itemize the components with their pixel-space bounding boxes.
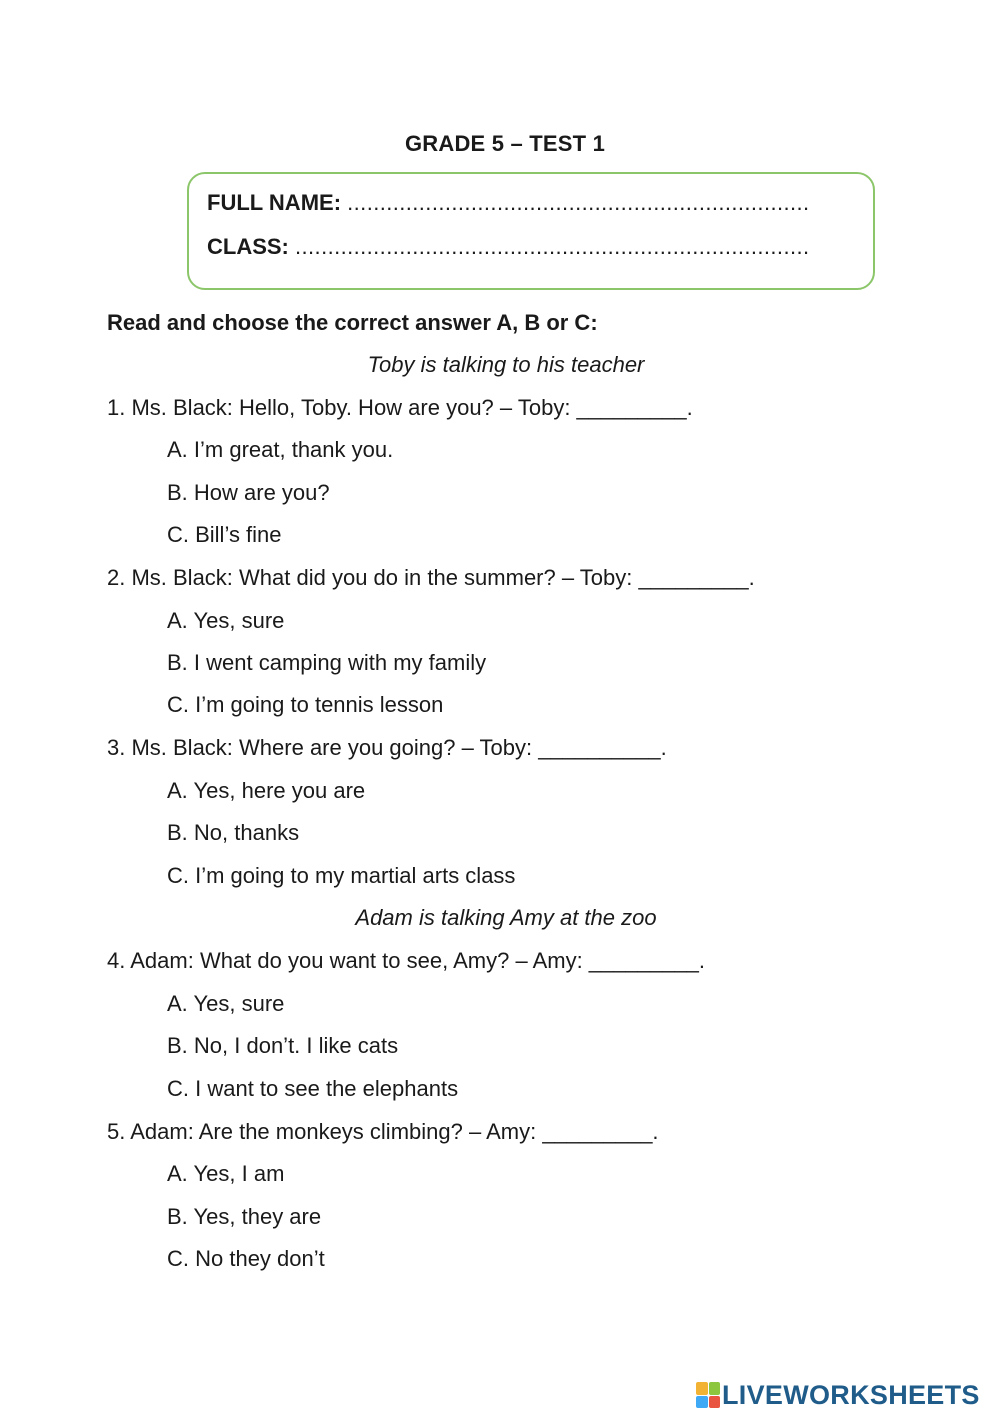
class-row — [207, 234, 810, 260]
question-2: 2. Ms. Black: What did you do in the summer? – Toby: _________. — [107, 565, 755, 590]
full-name-field[interactable]: ....................................................................... — [347, 190, 810, 215]
q1-option-b[interactable]: B. How are you? — [167, 480, 330, 505]
liveworksheets-logo[interactable] — [696, 1378, 980, 1412]
full-name-label: FULL NAME: — [207, 190, 342, 215]
student-info-box — [187, 172, 875, 290]
q3-option-b[interactable]: B. No, thanks — [167, 820, 300, 845]
class-field[interactable]: ............................................................................... — [295, 234, 810, 259]
q5-option-b[interactable]: B. Yes, they are — [167, 1204, 322, 1229]
liveworksheets-logo-icon — [696, 1382, 720, 1408]
q1-option-c[interactable]: C. Bill’s fine — [167, 522, 282, 547]
q4-option-b[interactable]: B. No, I don’t. I like cats — [167, 1033, 399, 1058]
q3-option-a[interactable]: A. Yes, here you are — [167, 778, 366, 803]
q4-option-c[interactable]: C. I want to see the elephants — [167, 1076, 459, 1101]
q5-option-a[interactable]: A. Yes, I am — [167, 1161, 285, 1186]
instruction: Read and choose the correct answer A, B or C: — [107, 310, 598, 335]
page-title: GRADE 5 – TEST 1 — [404, 131, 606, 156]
q2-option-a[interactable]: A. Yes, sure — [167, 608, 285, 633]
q5-option-c[interactable]: C. No they don’t — [167, 1246, 325, 1271]
question-3: 3. Ms. Black: Where are you going? – Toby: __________. — [107, 735, 667, 760]
full-name-row — [207, 190, 810, 216]
class-label: CLASS: — [207, 234, 289, 259]
q4-option-a[interactable]: A. Yes, sure — [167, 991, 285, 1016]
question-4: 4. Adam: What do you want to see, Amy? – Amy: _________. — [107, 948, 706, 973]
q3-option-c[interactable]: C. I’m going to my martial arts class — [167, 863, 516, 888]
scene-caption: Toby is talking to his teacher — [367, 352, 645, 377]
question-5: 5. Adam: Are the monkeys climbing? – Amy: _________. — [107, 1119, 659, 1144]
q1-option-a[interactable]: A. I’m great, thank you. — [167, 437, 394, 462]
logo-text: LIVEWORKSHEETS — [722, 1379, 980, 1410]
q2-option-c[interactable]: C. I’m going to tennis lesson — [167, 692, 444, 717]
scene-caption: Adam is talking Amy at the zoo — [355, 905, 657, 930]
question-1: 1. Ms. Black: Hello, Toby. How are you? – Toby: _________. — [107, 395, 693, 420]
q2-option-b[interactable]: B. I went camping with my family — [167, 650, 487, 675]
